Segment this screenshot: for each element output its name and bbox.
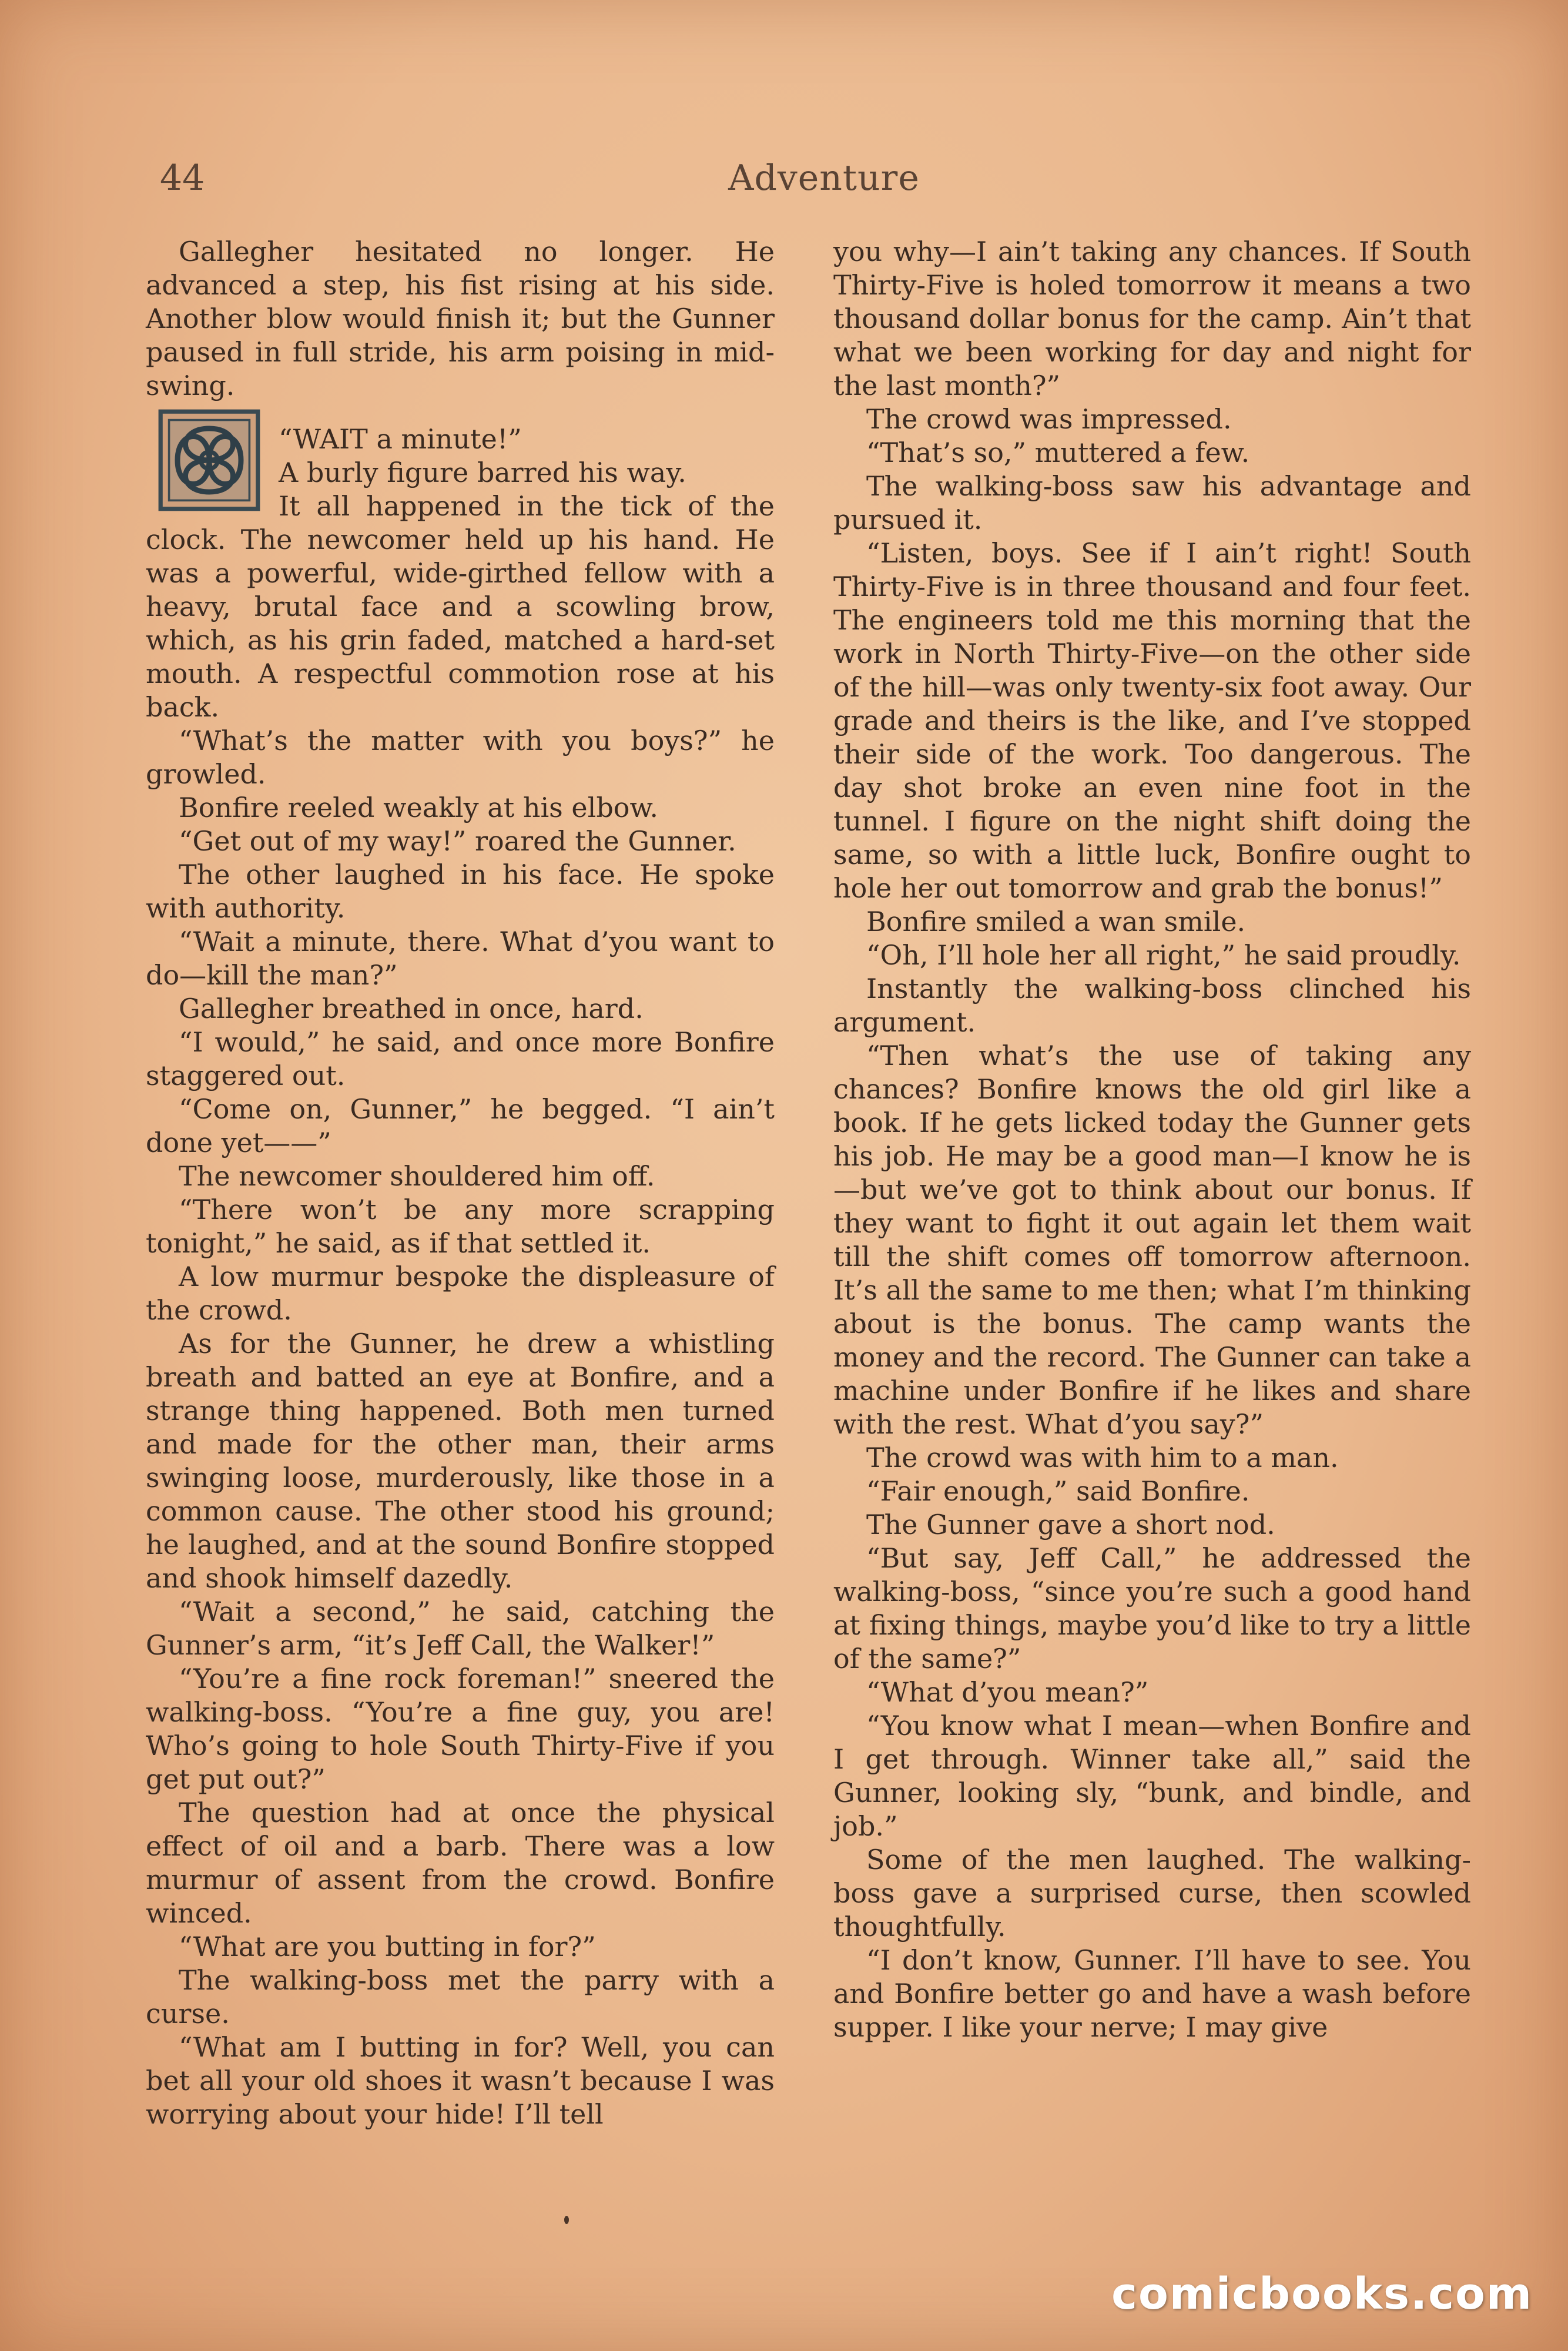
paragraph: A burly figure barred his way.	[279, 457, 686, 488]
paragraph: The walking-boss met the parry with a curse.	[146, 1964, 775, 2030]
paragraph: Some of the men laughed. The walking-boss gave a surprised curse, then scowled thoughtfully.	[833, 1844, 1471, 1943]
paragraph: “Then what’s the use of taking any chances? Bonfire knows the old girl like a book. If he gets licked today the Gunner gets his job. He may be a good man—I know he is—but we’ve got to think about our bonus. If they want to fight it out again let them wait till the shift comes off tomorrow afternoon. It’s all the same to me then; what I’m thinking about is the bonus. The camp wants the money and the record. The Gunner can take a machine under Bonfire if he likes and share with the rest. What d’you say?”	[833, 1040, 1471, 1440]
paragraph: The newcomer shouldered him off.	[179, 1160, 655, 1192]
paragraph: “Come on, Gunner,” he begged. “I ain’t done yet——”	[146, 1093, 775, 1158]
paragraph: The Gunner gave a short nod.	[866, 1509, 1275, 1540]
paragraph: “That’s so,” muttered a few.	[866, 437, 1250, 468]
watermark-text: comicbooks.com	[1111, 2269, 1533, 2319]
paragraph: The question had at once the physical effect of oil and a barb. There was a low murmur of assent from the crowd. Bonfire winced.	[146, 1797, 775, 1929]
left-column	[146, 235, 775, 2131]
paragraph: “But say, Jeff Call,” he addressed the walking-boss, “since you’re such a good hand at fixing things, maybe you’d like to try a little of the same?”	[833, 1542, 1471, 1674]
paragraph: Gallegher breathed in once, hard.	[179, 993, 644, 1024]
paragraph: “Wait a minute, there. What d’you want to do—kill the man?”	[146, 926, 775, 991]
paragraph: “Wait a second,” he said, catching the Gunner’s arm, “it’s Jeff Call, the Walker!”	[146, 1596, 775, 1661]
paragraph: “What are you butting in for?”	[179, 1931, 596, 1962]
paragraph: Gallegher hesitated no longer. He advanced a step, his fist rising at his side. Another blow would finish it; but the Gunner paused in full stride, his arm poising in mid-swing.	[146, 236, 775, 401]
paragraph: The crowd was with him to a man.	[866, 1442, 1339, 1473]
paragraph: The other laughed in his face. He spoke with authority.	[146, 859, 775, 924]
paragraph: “You’re a fine rock foreman!” sneered the walking-boss. “You’re a fine guy, you are! Who’s going to hole South Thirty-Five if you get put out?”	[146, 1663, 775, 1795]
paragraph: It all happened in the tick of the clock. The newcomer held up his hand. He was a powerful, wide-girthed fellow with a heavy, brutal face and a scowling brow, which, as his grin faded, matched a hard-set mouth. A respectful commotion rose at his back.	[146, 490, 775, 723]
paragraph: “There won’t be any more scrapping tonight,” he said, as if that settled it.	[146, 1194, 775, 1259]
celtic-knot-ornament-icon	[156, 407, 262, 513]
paragraph: As for the Gunner, he drew a whistling breath and batted an eye at Bonfire, and a strange thing happened. Both men turned and made for the other man, their arms swinging loose, murderously, like those in a common cause. The other stood his ground; he laughed, and at the sound Bonfire stopped and shook himself dazedly.	[146, 1328, 775, 1594]
paragraph: “Oh, I’ll hole her all right,” he said proudly.	[866, 939, 1461, 971]
paragraph: “What am I butting in for? Well, you can bet all your old shoes it wasn’t because I was worrying about your hide! I’ll tell	[146, 2031, 775, 2130]
magazine-title: Adventure	[728, 158, 920, 199]
paragraph: “Listen, boys. See if I ain’t right! South Thirty-Five is in three thousand and four feet. The engineers told me this morning that the work in North Thirty-Five—on the other side of the hill—was only twenty-six foot away. Our grade and theirs is the like, and I’ve stopped their side of the work. Too dangerous. The day shot broke an even nine foot in the tunnel. I figure on the night shift doing the same, so with a little luck, Bonfire ought to hole her out tomorrow and grab the bonus!”	[833, 537, 1471, 904]
paragraph: “What’s the matter with you boys?” he growled.	[146, 725, 775, 790]
paragraph: Bonfire reeled weakly at his elbow.	[179, 792, 659, 823]
paragraph: “What d’you mean?”	[866, 1676, 1149, 1708]
paragraph: A low murmur bespoke the displeasure of the crowd.	[146, 1261, 775, 1326]
ink-speck	[564, 2216, 569, 2224]
paragraph: “You know what I mean—when Bonfire and I get through. Winner take all,” said the Gunner, looking sly, “bunk, and bindle, and job.”	[833, 1710, 1471, 1842]
paragraph: “Fair enough,” said Bonfire.	[866, 1475, 1250, 1507]
page-header	[160, 158, 1488, 205]
paragraph: “Get out of my way!” roared the Gunner.	[179, 825, 736, 857]
paragraph: “WAIT a minute!”	[279, 423, 522, 455]
paragraph: you why—I ain’t taking any chances. If South Thirty-Five is holed tomorrow it means a two thousand dollar bonus for the camp. Ain’t that what we been working for day and night for the last month?”	[833, 236, 1471, 401]
paragraph: The walking-boss saw his advantage and pursued it.	[833, 470, 1471, 535]
paragraph: “I don’t know, Gunner. I’ll have to see. You and Bonfire better go and have a wash before supper. I like your nerve; I may give	[833, 1944, 1471, 2043]
page-number: 44	[160, 158, 205, 199]
paragraph: The crowd was impressed.	[866, 403, 1232, 435]
right-column	[833, 235, 1471, 2044]
paragraph: Bonfire smiled a wan smile.	[866, 906, 1246, 937]
paragraph: “I would,” he said, and once more Bonfire staggered out.	[146, 1026, 775, 1091]
paragraph: Instantly the walking-boss clinched his argument.	[833, 973, 1471, 1038]
